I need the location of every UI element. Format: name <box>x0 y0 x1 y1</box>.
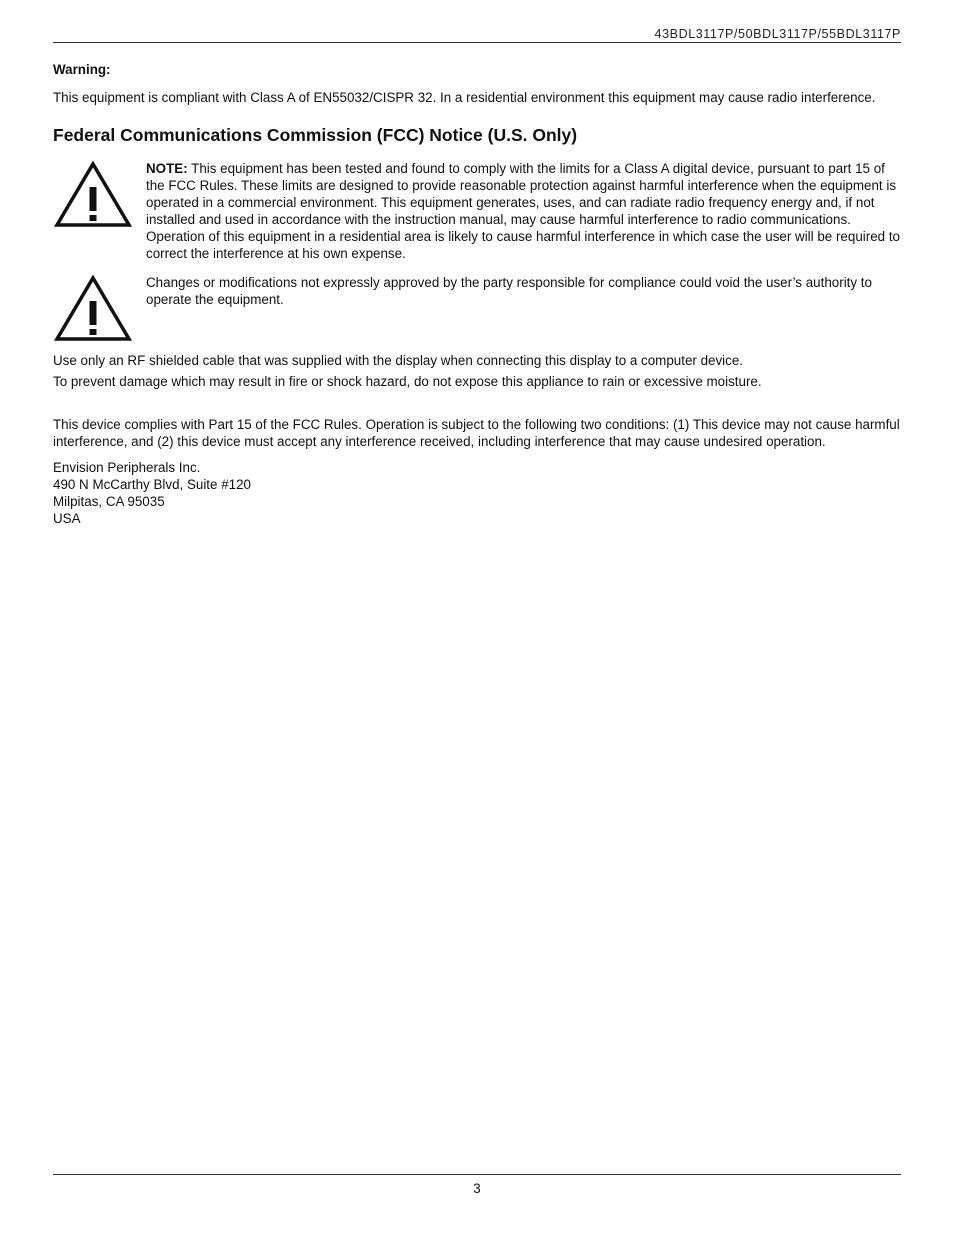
warning-triangle-icon <box>53 274 146 344</box>
shielded-cable-text: Use only an RF shielded cable that was supplied with the display when connecting this display to a computer device. <box>53 353 744 368</box>
address-block <box>53 459 901 527</box>
warning-title: Warning: <box>53 62 111 77</box>
fcc-heading: Federal Communications Commission (FCC) Notice (U.S. Only) <box>53 125 578 145</box>
address-company: Envision Peripherals Inc. <box>53 460 201 475</box>
page-content <box>53 61 901 527</box>
fcc-compliance-text: This device complies with Part 15 of the FCC Rules. Operation is subject to the following two conditions: (1) This device may not cause harmful interference, and (2) this device must accept any interference received, including interference that may cause undesired operation. <box>53 417 900 449</box>
fcc-notice-1 <box>53 160 901 262</box>
header-divider <box>53 42 901 43</box>
page-number: 3 <box>473 1181 481 1196</box>
header-model-numbers: 43BDL3117P/50BDL3117P/55BDL3117P <box>654 27 901 41</box>
warning-triangle-icon <box>53 160 146 230</box>
fcc-notice-2-text: Changes or modifications not expressly approved by the party responsible for compliance could void the user’s authority to operate the equipment. <box>146 275 872 307</box>
note-label: NOTE: <box>146 161 188 176</box>
address-country: USA <box>53 511 81 526</box>
fcc-notice-2 <box>53 274 901 344</box>
fire-hazard-text: To prevent damage which may result in fire or shock hazard, do not expose this appliance to rain or excessive moisture. <box>53 374 762 389</box>
footer-divider <box>53 1174 901 1175</box>
fcc-notice-1-text <box>146 160 901 262</box>
address-city: Milpitas, CA 95035 <box>53 494 165 509</box>
warning-text: This equipment is compliant with Class A of EN55032/CISPR 32. In a residential environment this equipment may cause radio interference. <box>53 90 876 105</box>
address-street: 490 N McCarthy Blvd, Suite #120 <box>53 477 251 492</box>
fcc-notice-1-body: This equipment has been tested and found to comply with the limits for a Class A digital device, pursuant to part 15 of the FCC Rules. These limits are designed to provide reasonable protection against harmful interference when the equipment is operated in a commercial environment. This equipment generates, uses, and can radiate radio frequency energy and, if not installed and used in accordance with the instruction manual, may cause harmful interference to radio communications. Operation of this equipment in a residential area is likely to cause harmful interference in which case the user will be required to correct the interference at his own expense. <box>146 161 900 261</box>
